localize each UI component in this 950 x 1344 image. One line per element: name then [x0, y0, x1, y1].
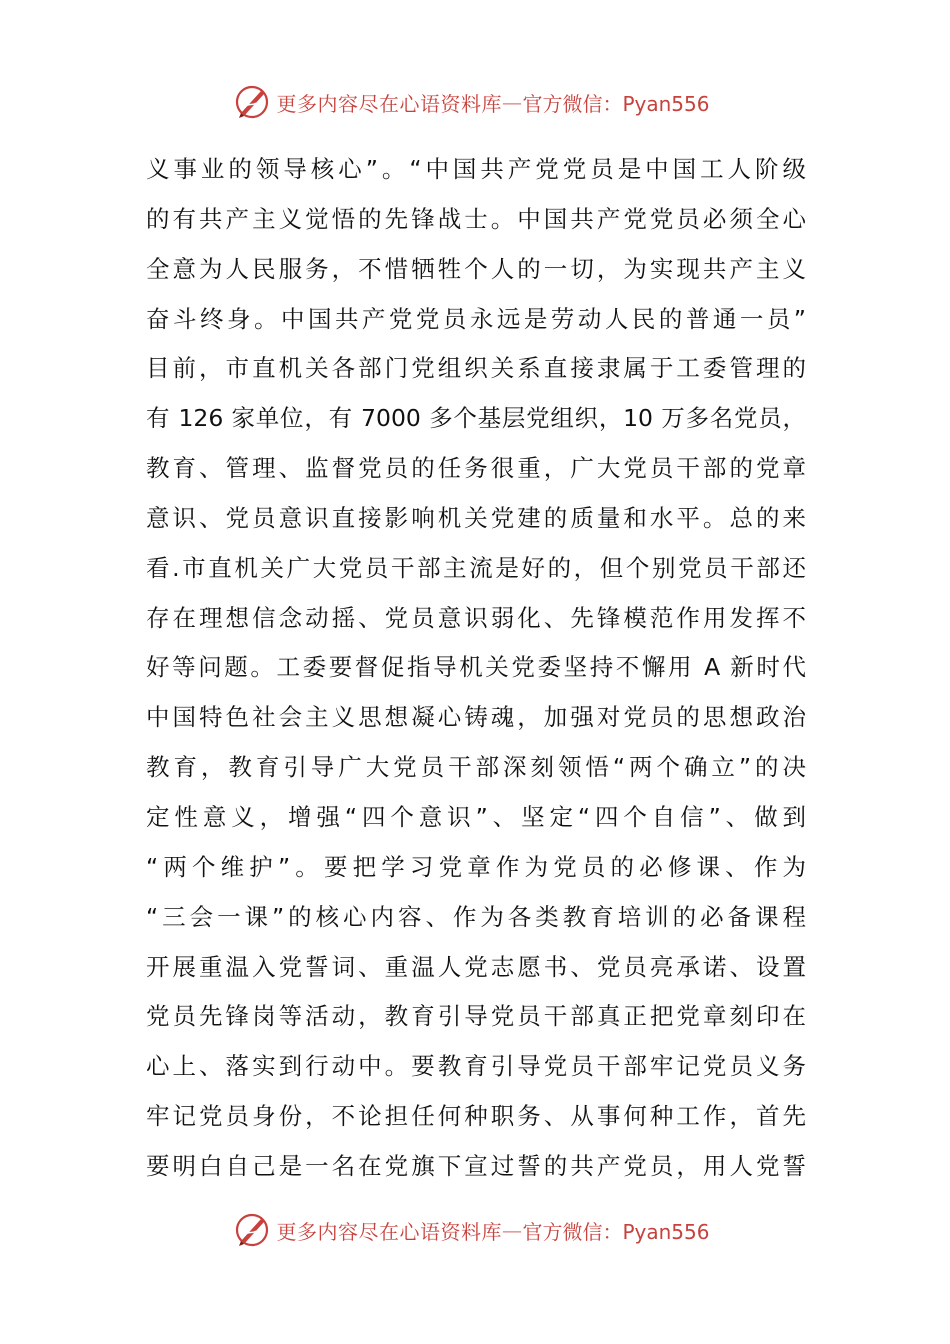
text-line: 有 126 家单位，有 7000 多个基层党组织，10 万多名党员， — [146, 404, 806, 433]
text-line: 教育、管理、监督党员的任务很重，广大党员干部的党章 — [146, 454, 806, 483]
text-line: 开展重温入党誓词、重温人党志愿书、党员亮承诺、设置 — [146, 952, 806, 981]
watermark-text: 更多内容尽在心语资料库 — [276, 91, 502, 116]
text-line: 目前，市直机关各部门党组织关系直接隶属于工委管理的 — [146, 354, 806, 383]
pen-logo-icon — [232, 82, 272, 122]
text-line: 教育，教育引导广大党员干部深刻领悟“两个确立”的决 — [146, 753, 806, 782]
text-line: 要明白自己是一名在党旗下宣过誓的共产党员，用人党誓 — [146, 1151, 806, 1180]
watermark-separator: — — [501, 90, 523, 114]
text-line: 定性意义，增强“四个意识”、坚定“四个自信”、做到 — [146, 802, 806, 831]
text-line: 义事业的领导核心”。“中国共产党党员是中国工人阶级 — [146, 155, 806, 183]
header-watermark — [0, 82, 950, 122]
text-line: 存在理想信念动摇、党员意识弱化、先锋模范作用发挥不 — [146, 603, 806, 632]
text-line: 意识、党员意识直接影响机关党建的质量和水平。总的来 — [146, 503, 806, 532]
text-line: 心上、落实到行动中。要教育引导党员干部牢记党员义务 — [146, 1052, 806, 1081]
text-line: “三会一课”的核心内容、作为各类教育培训的必备课程 — [146, 902, 806, 931]
watermark-wechat: 官方微信：Pyan556 — [522, 91, 710, 116]
document-body — [146, 145, 806, 1192]
footer-watermark — [0, 1210, 950, 1250]
watermark-text: 更多内容尽在心语资料库 — [276, 1219, 502, 1244]
text-line: “两个维护”。要把学习党章作为党员的必修课、作为 — [146, 852, 806, 881]
text-line: 看.市直机关广大党员干部主流是好的，但个别党员干部还 — [146, 553, 806, 582]
text-line: 奋斗终身。中国共产党党员永远是劳动人民的普通一员” — [146, 304, 806, 333]
text-line: 好等问题。工委要督促指导机关党委坚持不懈用 A 新时代 — [146, 653, 806, 682]
text-line: 牢记党员身份，不论担任何种职务、从事何种工作，首先 — [146, 1102, 806, 1131]
text-line: 全意为人民服务，不惜牺牲个人的一切，为实现共产主义 — [146, 254, 806, 283]
text-line: 党员先锋岗等活动，教育引导党员干部真正把党章刻印在 — [146, 1002, 806, 1031]
watermark-wechat: 官方微信：Pyan556 — [522, 1219, 710, 1244]
text-line: 的有共产主义觉悟的先锋战士。中国共产党党员必须全心 — [146, 204, 806, 233]
pen-logo-icon — [232, 1210, 272, 1250]
text-line: 中国特色社会主义思想凝心铸魂，加强对党员的思想政治 — [146, 703, 806, 732]
watermark-separator: — — [501, 1218, 523, 1242]
